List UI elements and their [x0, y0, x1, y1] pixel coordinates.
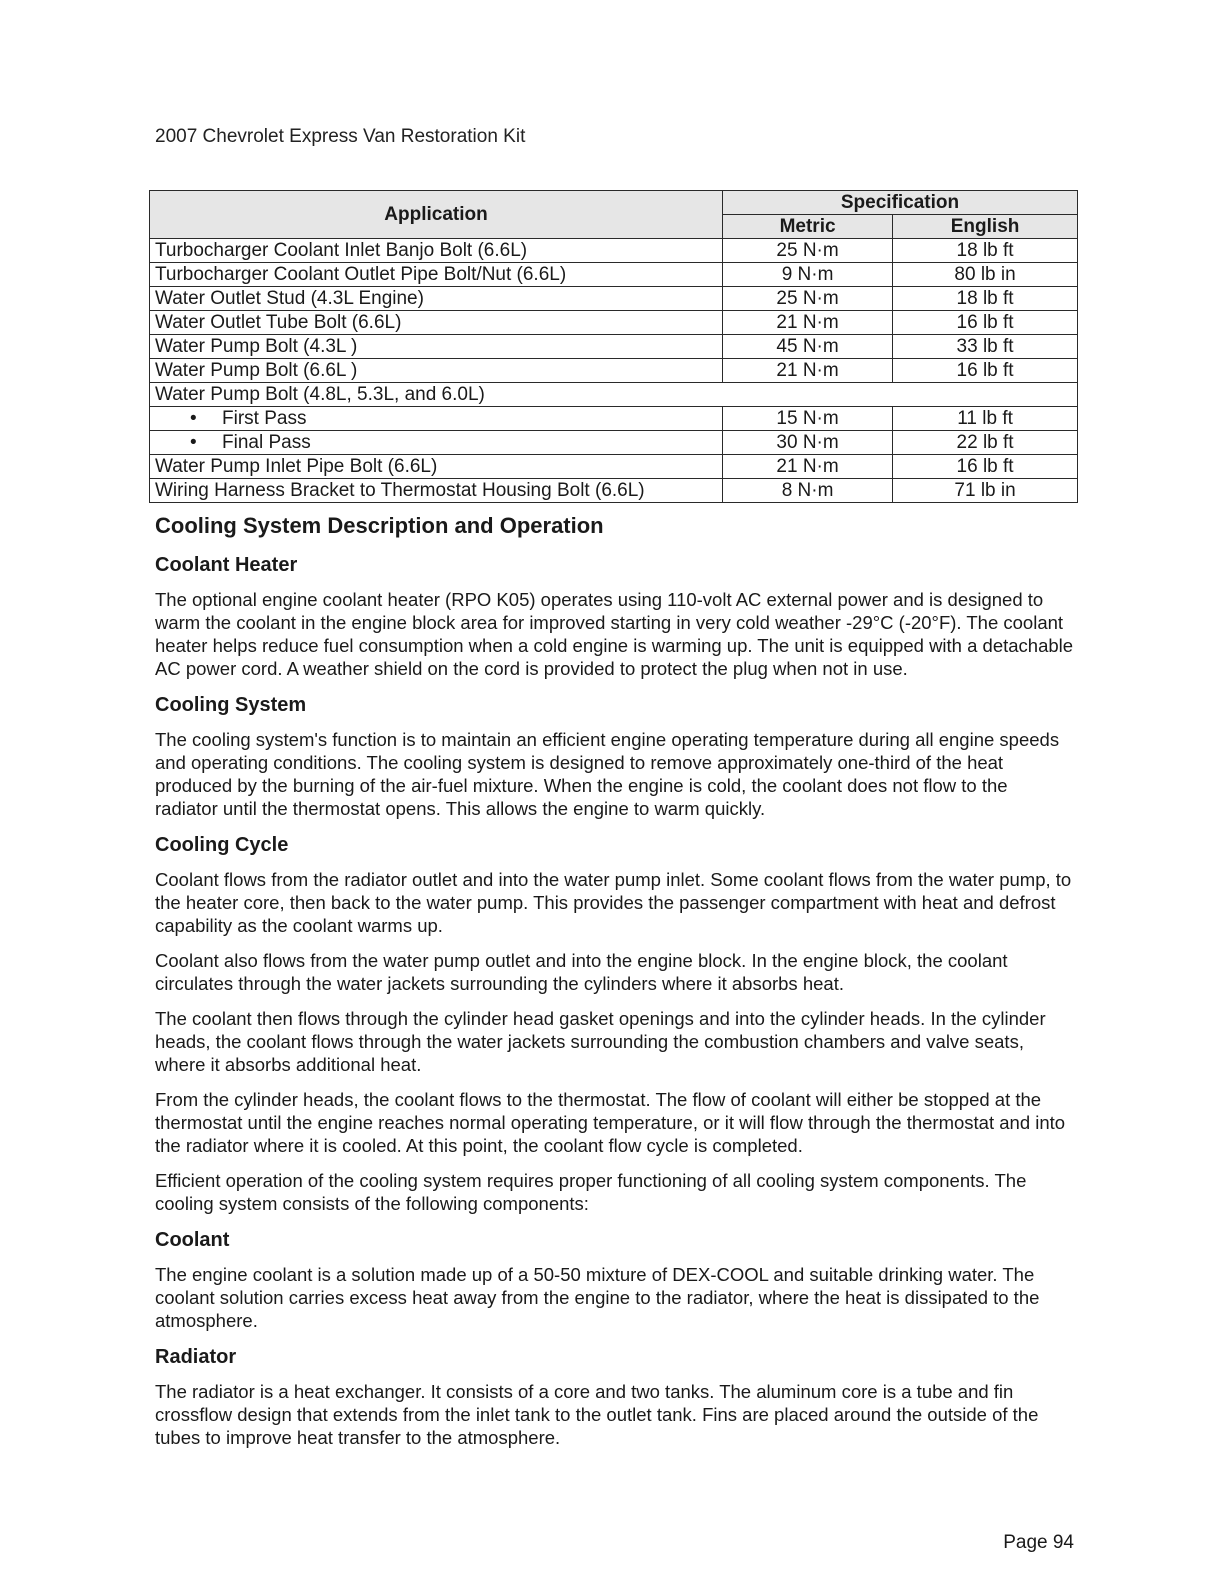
table-row — [150, 407, 1078, 431]
bullet-icon: • — [190, 408, 197, 429]
paragraph: Coolant flows from the radiator outlet and into the water pump inlet. Some coolant flows from the water pump, to the heater core, then back to the water pump. This provides the passenger compartment with heat and defrost capability as the coolant warms up. — [155, 869, 1072, 936]
application-cell: Wiring Harness Bracket to Thermostat Housing Bolt (6.6L) — [150, 479, 723, 503]
paragraph: From the cylinder heads, the coolant flows to the thermostat. The flow of coolant will either be stopped at the thermostat until the engine reaches normal operating temperature, or it will flow through the thermostat and into the radiator where it is cooled. At this point, the coolant flow cycle is completed. — [155, 1089, 1066, 1156]
document-body — [155, 512, 1075, 1461]
metric-cell: 25 N·m — [723, 239, 893, 263]
col-application-header: Application — [150, 191, 723, 239]
application-cell: Water Pump Bolt (4.3L ) — [150, 335, 723, 359]
table-row — [150, 359, 1078, 383]
metric-cell: 30 N·m — [723, 431, 893, 455]
subsection-heading-radiator: Radiator — [155, 1346, 237, 1368]
table-group-row — [150, 383, 1078, 407]
table-row — [150, 239, 1078, 263]
english-cell: 18 lb ft — [893, 239, 1078, 263]
application-cell: Water Pump Bolt (6.6L ) — [150, 359, 723, 383]
table-row — [150, 455, 1078, 479]
english-cell: 16 lb ft — [893, 359, 1078, 383]
application-sub-label: First Pass — [222, 408, 307, 429]
metric-cell: 21 N·m — [723, 359, 893, 383]
section-title: Cooling System Description and Operation — [155, 513, 604, 538]
application-sub-label: Final Pass — [222, 432, 311, 453]
english-cell: 18 lb ft — [893, 287, 1078, 311]
english-cell: 11 lb ft — [893, 407, 1078, 431]
metric-cell: 9 N·m — [723, 263, 893, 287]
table-row — [150, 431, 1078, 455]
english-cell: 71 lb in — [893, 479, 1078, 503]
application-group-cell: Water Pump Bolt (4.8L, 5.3L, and 6.0L) — [150, 383, 1078, 407]
english-cell: 22 lb ft — [893, 431, 1078, 455]
english-cell: 80 lb in — [893, 263, 1078, 287]
table-row — [150, 263, 1078, 287]
paragraph: Coolant also flows from the water pump outlet and into the engine block. In the engine block, the coolant circulates through the water jackets surrounding the cylinders where it absorbs heat. — [155, 950, 1008, 994]
table-row — [150, 311, 1078, 335]
metric-cell: 8 N·m — [723, 479, 893, 503]
metric-cell: 45 N·m — [723, 335, 893, 359]
application-cell: Turbocharger Coolant Outlet Pipe Bolt/Nut (6.6L) — [150, 263, 723, 287]
application-subcell — [150, 407, 723, 431]
application-cell: Turbocharger Coolant Inlet Banjo Bolt (6.6L) — [150, 239, 723, 263]
subsection-heading-cooling-cycle: Cooling Cycle — [155, 834, 289, 856]
col-english-header: English — [893, 215, 1078, 239]
metric-cell: 21 N·m — [723, 455, 893, 479]
application-cell: Water Outlet Stud (4.3L Engine) — [150, 287, 723, 311]
subsection-heading-coolant-heater: Coolant Heater — [155, 554, 298, 576]
col-specification-header: Specification — [723, 191, 1078, 215]
page-number: Page 94 — [1003, 1532, 1074, 1553]
bullet-icon: • — [190, 432, 197, 453]
paragraph: The cooling system's function is to maintain an efficient engine operating temperature during all engine speeds and operating conditions. The cooling system is designed to remove approximately one-third of the heat produced by the burning of the air-fuel mixture. When the engine is cold, the coolant does not flow to the radiator until the thermostat opens. This allows the engine to warm quickly. — [155, 729, 1060, 819]
torque-spec-table — [149, 190, 1078, 503]
metric-cell: 21 N·m — [723, 311, 893, 335]
table-row — [150, 335, 1078, 359]
paragraph: The optional engine coolant heater (RPO K05) operates using 110-volt AC external power and is designed to warm the coolant in the engine block area for improved starting in very cold weather -29°C (-20°F). The coolant heater helps reduce fuel consumption when a cold engine is warming up. The unit is equipped with a detachable AC power cord. A weather shield on the cord is provided to protect the plug when not in use. — [155, 589, 1074, 679]
application-cell: Water Pump Inlet Pipe Bolt (6.6L) — [150, 455, 723, 479]
subsection-heading-cooling-system: Cooling System — [155, 694, 307, 716]
table-row — [150, 287, 1078, 311]
application-cell: Water Outlet Tube Bolt (6.6L) — [150, 311, 723, 335]
col-metric-header: Metric — [723, 215, 893, 239]
paragraph: Efficient operation of the cooling system requires proper functioning of all cooling system components. The cooling system consists of the following components: — [155, 1170, 1027, 1214]
subsection-heading-coolant: Coolant — [155, 1229, 230, 1251]
table-header-row — [150, 191, 1078, 215]
english-cell: 16 lb ft — [893, 311, 1078, 335]
paragraph: The coolant then flows through the cylinder head gasket openings and into the cylinder heads. In the cylinder heads, the coolant flows through the water jackets surrounding the combustion chambers and valve seats, where it absorbs additional heat. — [155, 1008, 1046, 1075]
table-row — [150, 479, 1078, 503]
application-subcell — [150, 431, 723, 455]
paragraph: The radiator is a heat exchanger. It consists of a core and two tanks. The aluminum core is a tube and fin crossflow design that extends from the inlet tank to the outlet tank. Fins are placed around the outside of the tubes to improve heat transfer to the atmosphere. — [155, 1381, 1039, 1448]
english-cell: 16 lb ft — [893, 455, 1078, 479]
paragraph: The engine coolant is a solution made up of a 50-50 mixture of DEX-COOL and suitable drinking water. The coolant solution carries excess heat away from the engine to the radiator, where the heat is dissipated to the atmosphere. — [155, 1264, 1040, 1331]
metric-cell: 25 N·m — [723, 287, 893, 311]
document-header: 2007 Chevrolet Express Van Restoration Kit — [155, 126, 526, 147]
metric-cell: 15 N·m — [723, 407, 893, 431]
english-cell: 33 lb ft — [893, 335, 1078, 359]
